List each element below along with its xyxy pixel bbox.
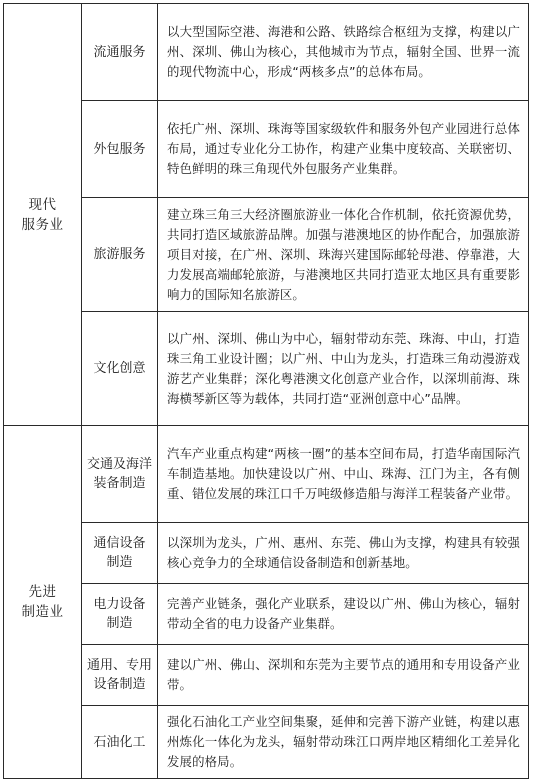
category-label-line: 先进 (28, 584, 57, 600)
description-cell: 以大型国际空港、海港和公路、铁路综合枢纽为支撑，构建以广州、深圳、佛山为核心，其他城市为节点，辐射全国、世界一流的现代物流中心，形成“两核多点”的总体布局。 (158, 4, 529, 101)
subcategory-label: 外包服务 (93, 141, 146, 157)
table-row (4, 312, 529, 426)
subcategory-cell (82, 4, 158, 101)
subcategory-label: 文化创意 (93, 361, 146, 376)
table-row (4, 584, 529, 645)
category-label-line: 现代 (28, 196, 57, 213)
table-row (4, 101, 529, 198)
subcategory-label: 装备制造 (93, 476, 146, 491)
description-cell: 完善产业链条，强化产业联系，建设以广州、佛山为核心，辐射带动全省的电力设备产业集群。 (158, 584, 529, 645)
table-row (4, 198, 529, 312)
description-cell: 建以广州、佛山、深圳和东莞为主要节点的通用和专用设备产业带。 (158, 645, 529, 706)
subcategory-cell (82, 523, 158, 584)
description-cell: 建立珠三角三大经济圈旅游业一体化合作机制，依托资源优势，共同打造区域旅游品牌。加强与港澳地区的协作配合，加强旅游项目对接，在广州、深圳、珠海兴建国际邮轮母港、停靠港，大力发展高端邮轮旅游，与港澳地区共同打造亚太地区具有重要影响力的国际知名旅游区。 (158, 198, 529, 312)
category-label-line: 制造业 (21, 604, 64, 620)
subcategory-label: 制造 (106, 555, 133, 570)
table-row (4, 426, 529, 523)
subcategory-label: 设备制造 (93, 677, 146, 692)
description-cell: 汽车产业重点构建“两核一圈”的基本空间布局，打造华南国际汽车制造基地。加快建设以广州、中山、珠海、江门为主，各有侧重、错位发展的珠江口千万吨级修造船与海洋工程装备产业带。 (158, 426, 529, 523)
subcategory-label: 交通及海洋 (86, 457, 152, 472)
subcategory-cell (82, 584, 158, 645)
category-cell-modern-services (4, 4, 82, 426)
description-cell: 依托广州、深圳、珠海等国家级软件和服务外包产业园进行总体布局，通过专业化分工协作，构建产业集中度较高、关联密切、特色鲜明的珠三角现代外包服务产业集群。 (158, 101, 529, 198)
table-row (4, 523, 529, 584)
description-cell: 强化石油化工产业空间集聚，延伸和完善下游产业链，构建以惠州炼化一体化为龙头，辐射带动珠江口两岸地区精细化工差异化发展的格局。 (158, 706, 529, 779)
subcategory-label: 旅游服务 (93, 247, 146, 262)
subcategory-cell (82, 426, 158, 523)
table-row (4, 4, 529, 101)
subcategory-label: 流通服务 (93, 44, 146, 60)
subcategory-cell (82, 101, 158, 198)
subcategory-cell (82, 706, 158, 779)
subcategory-label: 制造 (106, 616, 133, 631)
description-cell: 以深圳为龙头，广州、惠州、东莞、佛山为支撑，构建具有较强核心竞争力的全球通信设备制造和创新基地。 (158, 523, 529, 584)
industry-layout-table (3, 3, 529, 779)
subcategory-cell (82, 645, 158, 706)
table-row (4, 706, 529, 779)
subcategory-cell (82, 198, 158, 312)
table-row (4, 645, 529, 706)
subcategory-label: 石油化工 (93, 734, 146, 750)
category-label-line: 服务业 (21, 216, 64, 233)
subcategory-label: 通用、专用 (86, 658, 152, 673)
description-cell: 以广州、深圳、佛山为中心，辐射带动东莞、珠海、中山，打造珠三角工业设计圈；以广州、中山为龙头，打造珠三角动漫游戏游艺产业集群；深化粤港澳文化创意产业合作，以深圳前海、珠海横琴新区等为载体，共同打造“亚洲创意中心”品牌。 (158, 312, 529, 426)
category-cell-advanced-manufacturing (4, 426, 82, 779)
subcategory-label: 通信设备 (93, 536, 146, 551)
subcategory-cell (82, 312, 158, 426)
subcategory-label: 电力设备 (93, 597, 146, 612)
